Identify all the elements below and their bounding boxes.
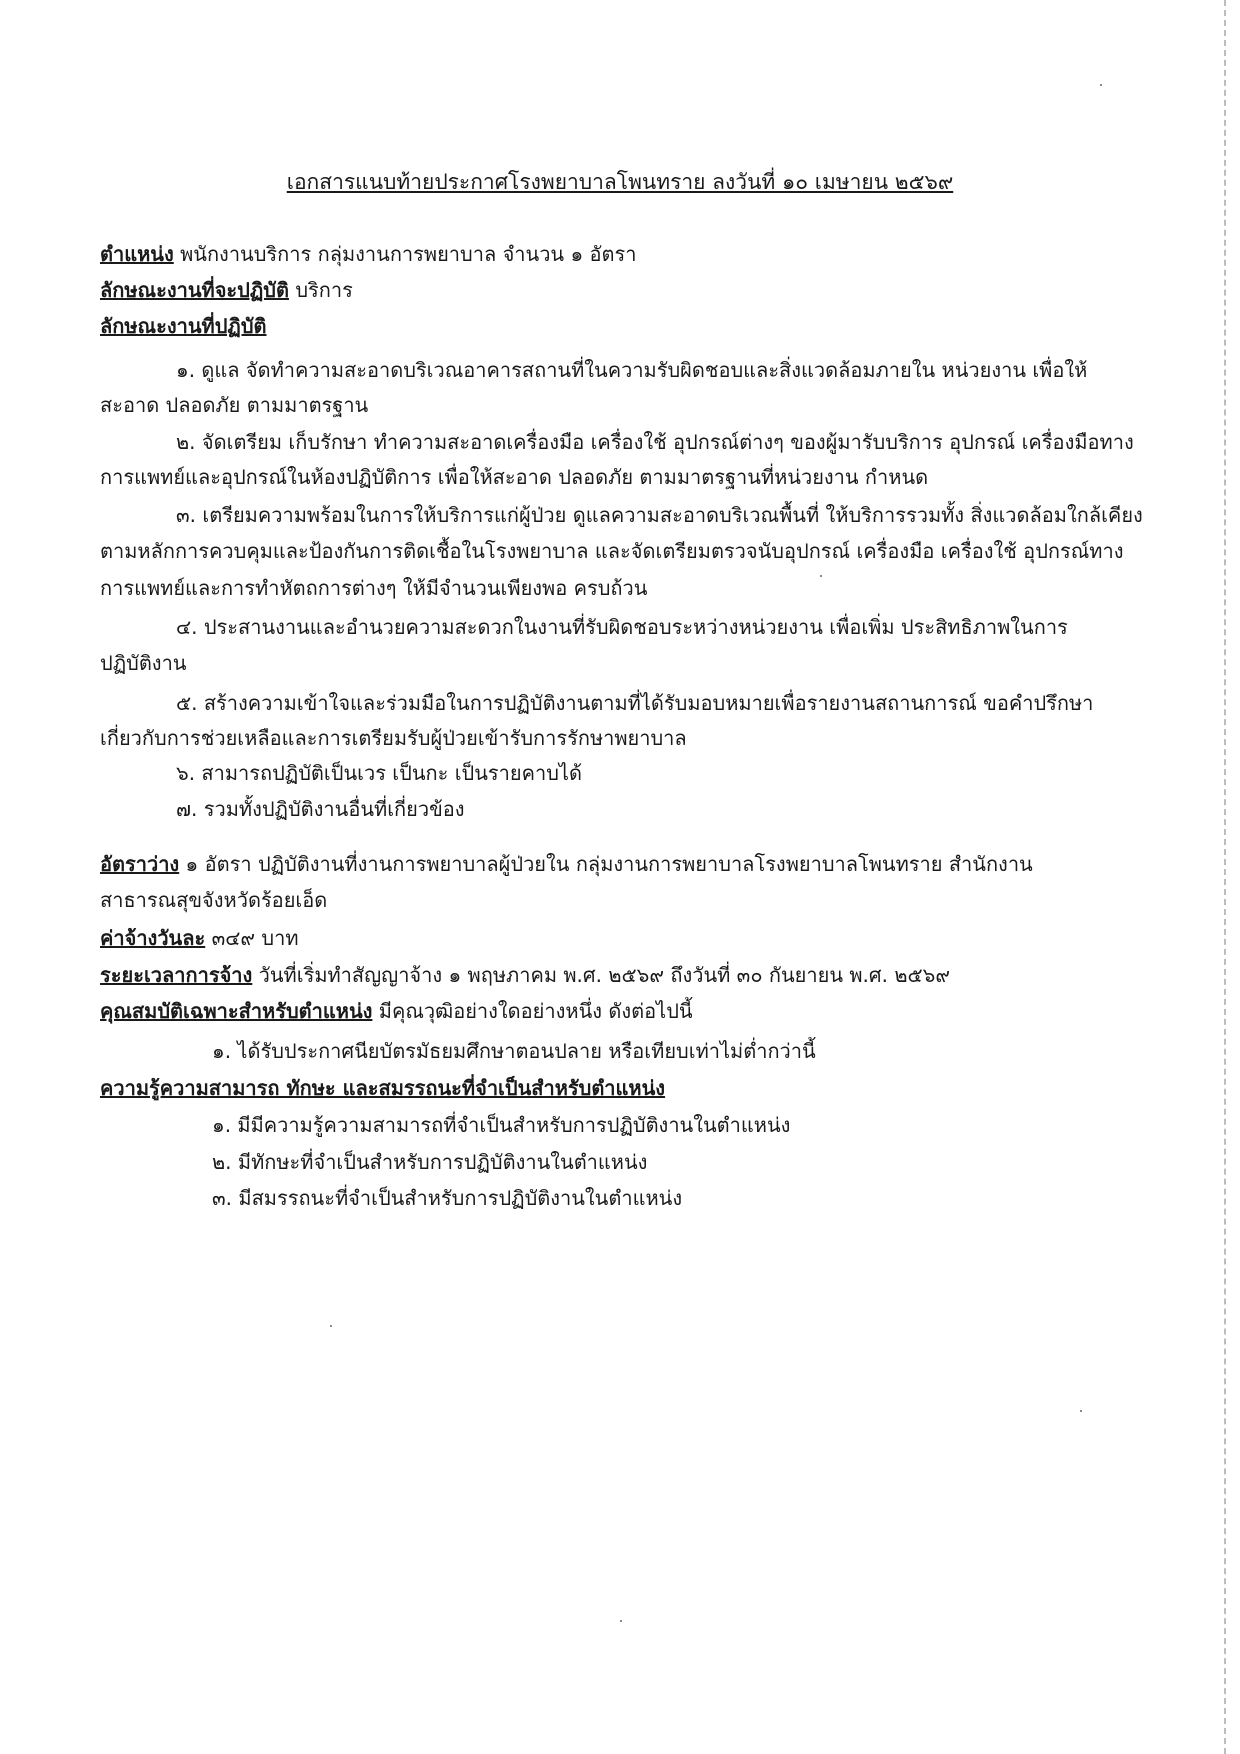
- scan-speck: [620, 1620, 622, 1622]
- vacancy-continued: สาธารณสุขจังหวัดร้อยเอ็ด: [100, 888, 328, 912]
- duty-line: การแพทย์และอุปกรณ์ในห้องปฏิบัติการ เพื่อให้สะอาด ปลอดภัย ตามมาตรฐานที่หน่วยงาน กำหนด: [100, 465, 929, 489]
- wage-line: [100, 920, 299, 956]
- duty-line: ๒. จัดเตรียม เก็บรักษา ทำความสะอาดเครื่องมือ เครื่องใช้ อุปกรณ์ต่างๆ ของผู้มารับบริการ อุปกรณ์ เครื่องมือทาง: [176, 430, 1134, 454]
- duty-line: ๑. ดูแล จัดทำความสะอาดบริเวณอาคารสถานที่ในความรับผิดชอบและสิ่งแวดล้อมภายใน หน่วยงาน เพื่อให้: [176, 358, 1088, 382]
- period-label: ระยะเวลาการจ้าง: [100, 963, 253, 987]
- duty-line: ๕. สร้างความเข้าใจและร่วมมือในการปฏิบัติงานตามที่ได้รับมอบหมายเพื่อรายงานสถานการณ์ ขอคำปรึกษา: [176, 691, 1094, 715]
- duty-line: การแพทย์และการทำหัตถการต่างๆ ให้มีจำนวนเพียงพอ ครบถ้วน: [100, 576, 648, 600]
- position-value: พนักงานบริการ กลุ่มงานการพยาบาล จำนวน ๑ อัตรา: [173, 242, 637, 266]
- scan-speck: [330, 1325, 332, 1327]
- document-title: เอกสารแนบท้ายประกาศโรงพยาบาลโพนทราย ลงวันที่ ๑๐ เมษายน ๒๕๖๙: [286, 170, 954, 194]
- duty-line: ๗. รวมทั้งปฏิบัติงานอื่นที่เกี่ยวข้อง: [176, 797, 465, 821]
- vacancy-line: [100, 846, 1033, 882]
- duty-line: ๓. เตรียมความพร้อมในการให้บริการแก่ผู้ป่วย ดูแลความสะอาดบริเวณพื้นที่ ให้บริการรวมทั้ง สิ่งแวดล้อมใกล้เคียง: [176, 503, 1143, 527]
- duty-line: ๖. สามารถปฏิบัติเป็นเวร เป็นกะ เป็นรายคาบได้: [176, 761, 582, 785]
- duty-line: ปฏิบัติงาน: [100, 651, 187, 675]
- job-type-line: [100, 272, 353, 308]
- duties-heading: [100, 308, 267, 344]
- duty-line: ๔. ประสานงานและอำนวยความสะดวกในงานที่รับผิดชอบระหว่างหน่วยงาน เพื่อเพิ่ม ประสิทธิภาพในการ: [176, 615, 1068, 639]
- qualification-value: มีคุณวุฒิอย่างใดอย่างหนึ่ง ดังต่อไปนี้: [372, 999, 693, 1023]
- duties-heading-text: ลักษณะงานที่ปฏิบัติ: [100, 314, 267, 338]
- skills-item: ๒. มีทักษะที่จำเป็นสำหรับการปฏิบัติงานในตำแหน่ง: [212, 1150, 648, 1174]
- duty-line: ตามหลักการควบคุมและป้องกันการติดเชื้อในโรงพยาบาล และจัดเตรียมตรวจนับอุปกรณ์ เครื่องมือ เครื่องใช้ อุปกรณ์ทาง: [100, 539, 1124, 563]
- skills-heading: [100, 1070, 665, 1106]
- skills-heading-text: ความรู้ความสามารถ ทักษะ และสมรรถนะที่จำเป็นสำหรับตำแหน่ง: [100, 1076, 666, 1100]
- qualification-item: ๑. ได้รับประกาศนียบัตรมัธยมศึกษาตอนปลาย หรือเทียบเท่าไม่ต่ำกว่านี้: [212, 1039, 816, 1063]
- vacancy-label: อัตราว่าง: [100, 852, 180, 876]
- scan-edge: [1224, 0, 1226, 1754]
- position-label: ตำแหน่ง: [100, 242, 174, 266]
- period-line: [100, 957, 950, 993]
- job-type-label: ลักษณะงานที่จะปฏิบัติ: [100, 278, 289, 302]
- scan-speck: [1100, 84, 1102, 86]
- qualification-line: [100, 993, 693, 1029]
- duty-line: สะอาด ปลอดภัย ตามมาตรฐาน: [100, 393, 369, 417]
- position-line: [100, 236, 636, 272]
- duty-line: เกี่ยวกับการช่วยเหลือและการเตรียมรับผู้ป่วยเข้ารับการรักษาพยาบาล: [100, 726, 687, 750]
- scan-speck: [820, 575, 822, 577]
- job-type-value: บริการ: [288, 278, 353, 302]
- vacancy-value: ๑ อัตรา ปฏิบัติงานที่งานการพยาบาลผู้ป่วยใน กลุ่มงานการพยาบาลโรงพยาบาลโพนทราย สำนักงาน: [179, 852, 1033, 876]
- wage-label: ค่าจ้างวันละ: [100, 926, 206, 950]
- skills-item: ๓. มีสมรรถนะที่จำเป็นสำหรับการปฏิบัติงานในตำแหน่ง: [212, 1186, 683, 1210]
- period-value: วันที่เริ่มทำสัญญาจ้าง ๑ พฤษภาคม พ.ศ. ๒๕๖๙ ถึงวันที่ ๓๐ กันยายน พ.ศ. ๒๕๖๙: [252, 963, 950, 987]
- skills-item: ๑. มีมีความรู้ความสามารถที่จำเป็นสำหรับการปฏิบัติงานในตำแหน่ง: [212, 1113, 791, 1137]
- wage-value: ๓๔๙ บาท: [205, 926, 299, 950]
- qualification-label: คุณสมบัติเฉพาะสำหรับตำแหน่ง: [100, 999, 373, 1023]
- scan-speck: [1080, 1410, 1082, 1412]
